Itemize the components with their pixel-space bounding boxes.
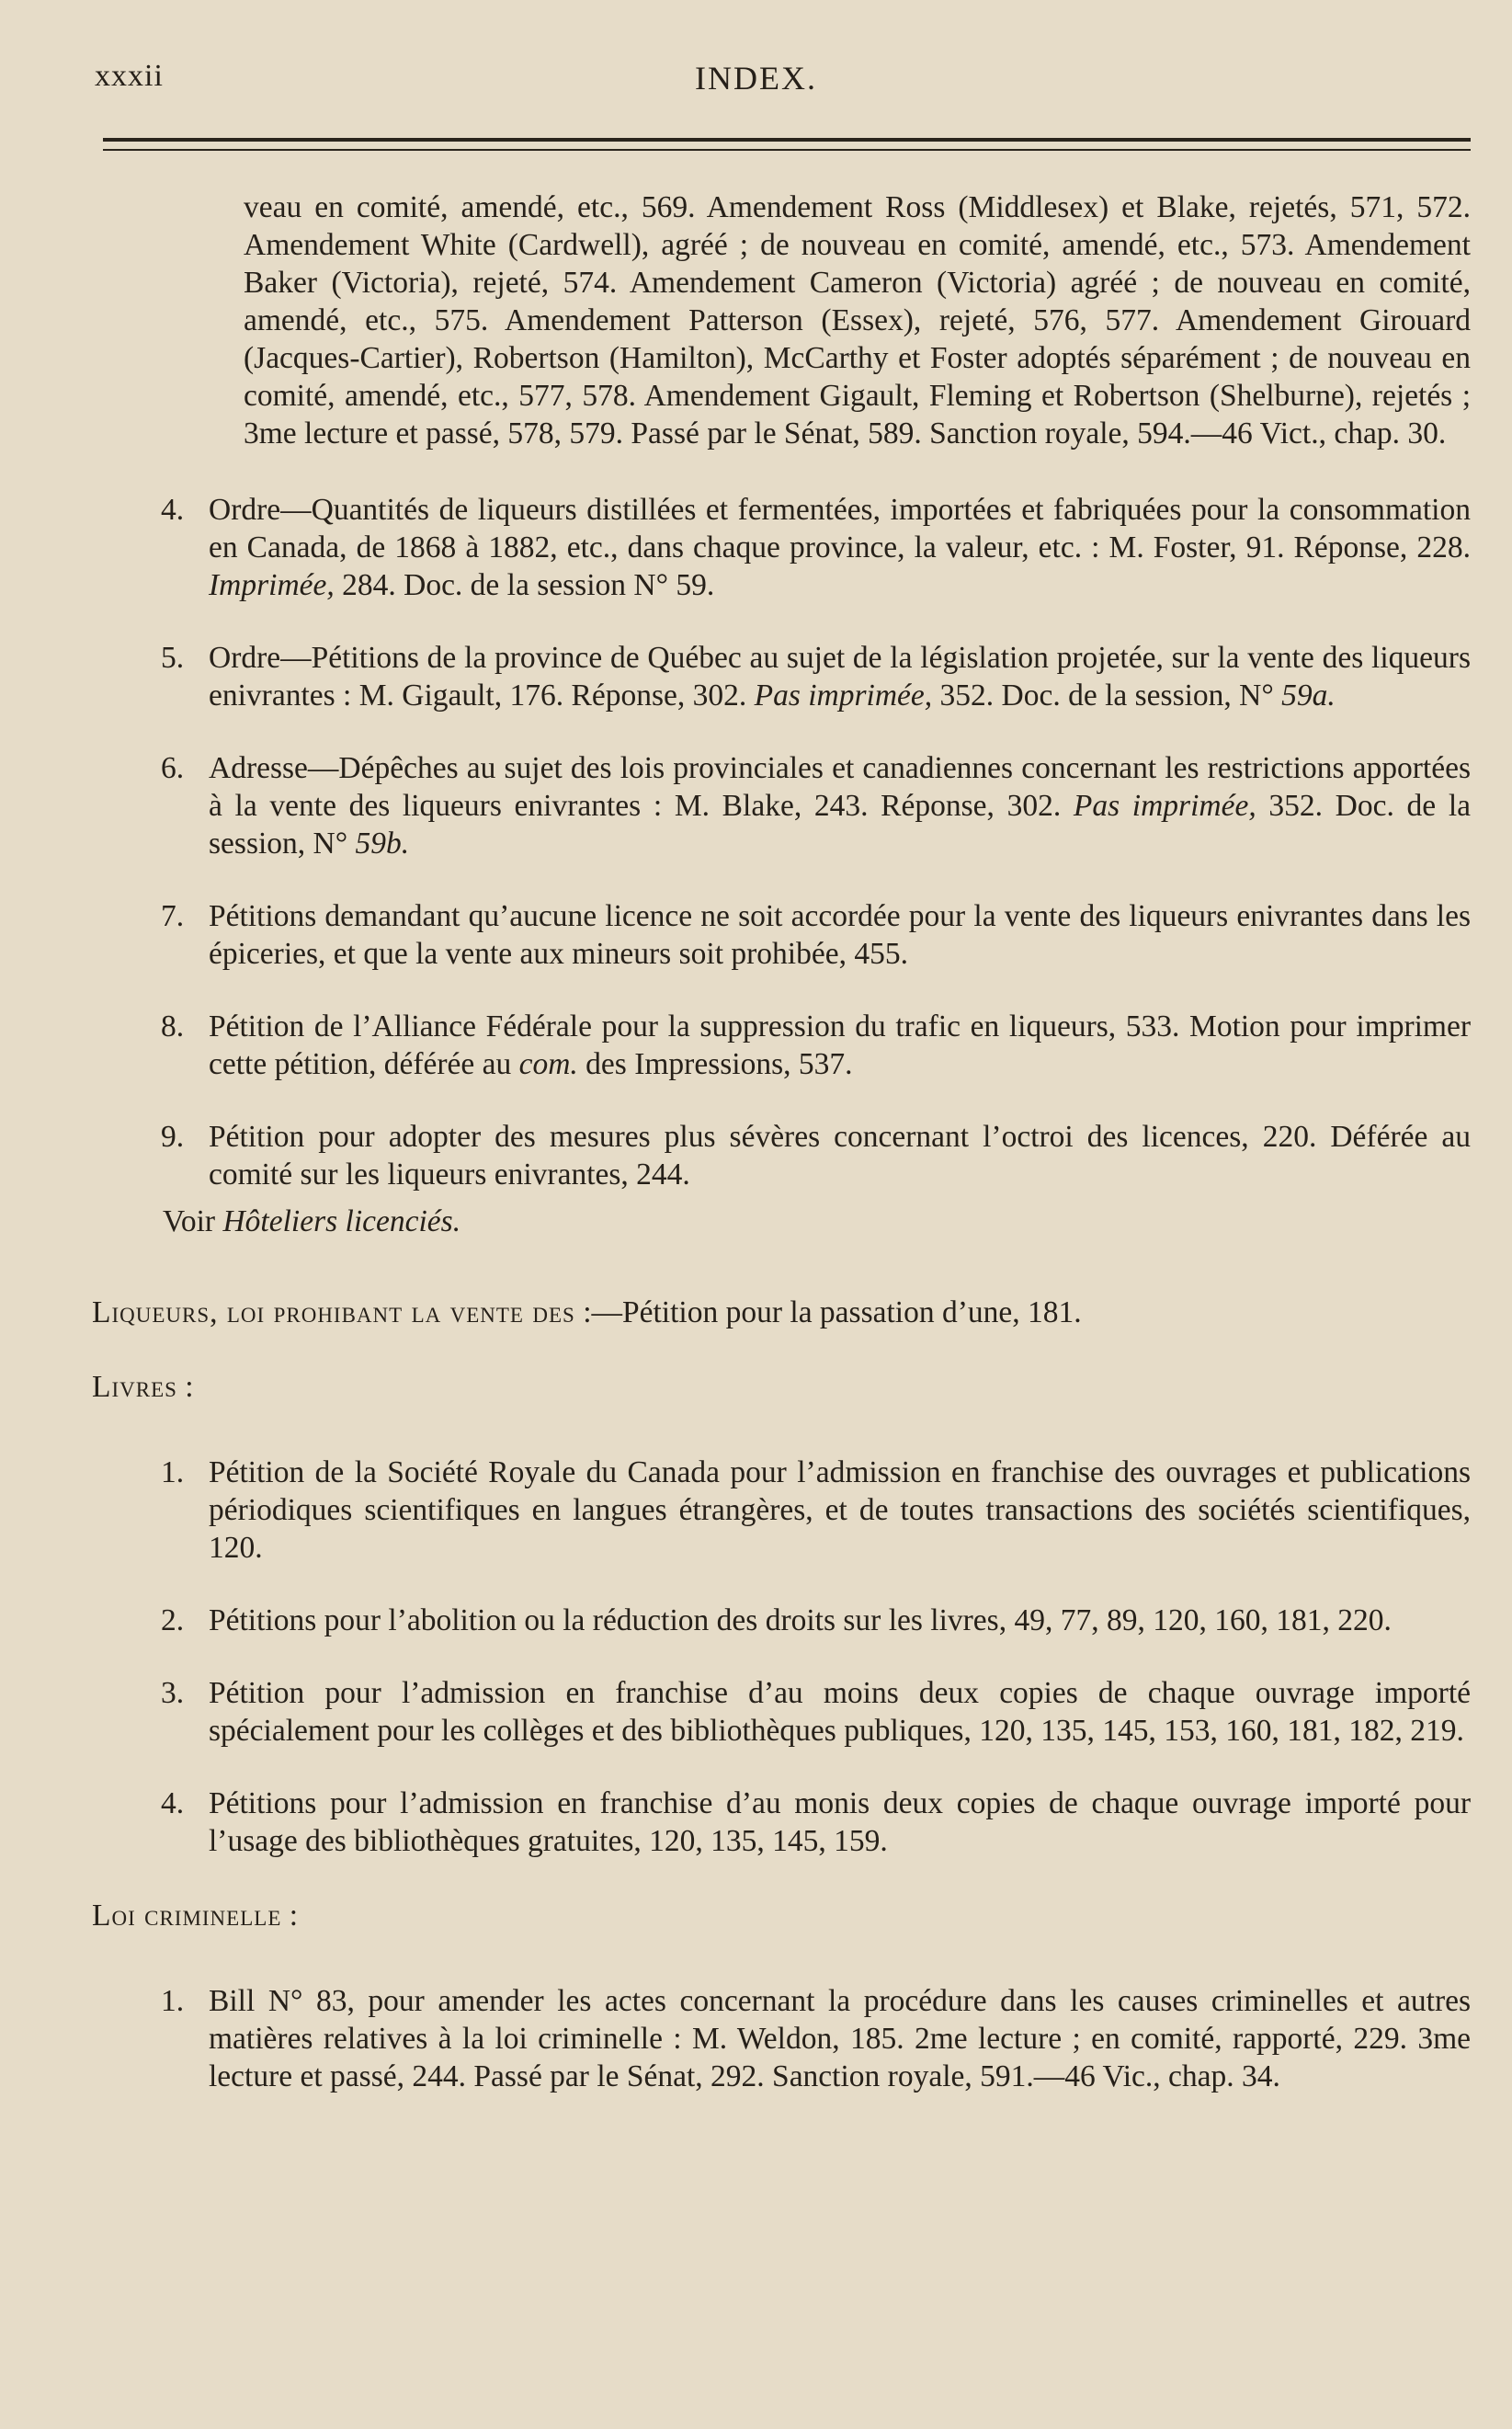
item-number: 5. (161, 641, 185, 675)
item-number: 7. (161, 899, 185, 933)
item-text: Adresse—Dépêches au sujet des lois provinciales et canadiennes concernant les restrictions apportées à la vente des liqueurs enivrantes : M. Blake, 243. Réponse, 302. Pas imprimée, 352. Doc. de la session, N° 59b. (209, 751, 1471, 861)
list-item (161, 491, 1471, 604)
page-number: xxxii (95, 59, 164, 93)
list-item (161, 1674, 1471, 1750)
list-item (161, 1785, 1471, 1860)
item-text: Pétition de la Société Royale du Canada pour l’admission en franchise des ouvrages et publications périodiques scientifiques en langues étrangères, et de toutes transactions des sociétés scientifiques, 120. (209, 1455, 1471, 1565)
list-item (161, 1602, 1471, 1639)
see-also: Voir Hôteliers licenciés. (163, 1204, 461, 1238)
item-number: 1. (161, 1984, 185, 2018)
running-head: INDEX. (695, 60, 817, 97)
list-item (161, 1982, 1471, 2095)
continued-entry: veau en comité, amendé, etc., 569. Amendement Ross (Middlesex) et Blake, rejetés, 571, 572. Amendement White (Cardwell), agréé ; de nouveau en comité, amendé, etc., 573. Amendement Baker (Victoria), rejeté, 574. Amendement Cameron (Victoria) agréé ; de nouveau en comité, amendé, etc., 575. Amendement Patterson (Essex), rejeté, 576, 577. Amendement Girouard (Jacques-Cartier), Robertson (Hamilton), McCarthy et Foster adoptés séparément ; de nouveau en comité, amendé, etc., 577, 578. Amendement Gigault, Fleming et Robertson (Shelburne), rejetés ; 3me lecture et passé, 578, 579. Passé par le Sénat, 589. Sanction royale, 594.—46 Vict., chap. 30. (244, 190, 1471, 450)
item-number: 3. (161, 1676, 185, 1710)
item-text: Pétitions pour l’abolition ou la réduction des droits sur les livres, 49, 77, 89, 120, 160, 181, 220. (209, 1603, 1392, 1637)
item-text: Pétition pour adopter des mesures plus sévères concernant l’octroi des licences, 220. Déférée au comité sur les liqueurs enivrantes, 244. (209, 1120, 1471, 1192)
item-number: 4. (161, 493, 185, 527)
item-text: Ordre—Quantités de liqueurs distillées et fermentées, importées et fabriquées pour la consommation en Canada, de 1868 à 1882, etc., dans chaque province, la valeur, etc. : M. Foster, 91. Réponse, 228. Imprimée, 284. Doc. de la session N° 59. (209, 493, 1471, 602)
item-text: Ordre—Pétitions de la province de Québec au sujet de la législation projetée, sur la vente des liqueurs enivrantes : M. Gigault, 176. Réponse, 302. Pas imprimée, 352. Doc. de la session, N° 59a. (209, 641, 1471, 713)
item-number: 1. (161, 1455, 185, 1489)
item-text: Pétitions pour l’admission en franchise d’au monis deux copies de chaque ouvrage importé pour l’usage des bibliothèques gratuites, 120, 135, 145, 159. (209, 1786, 1471, 1858)
header-rule-thick (103, 138, 1471, 142)
item-number: 2. (161, 1603, 185, 1637)
entry-liqueurs-loi: Liqueurs, loi prohibant la vente des :—Pétition pour la passation d’une, 181. (92, 1295, 1082, 1329)
list-item (161, 1008, 1471, 1083)
item-number: 9. (161, 1120, 185, 1154)
header-rule-thin (103, 149, 1471, 151)
list-item (161, 1118, 1471, 1193)
item-number: 4. (161, 1786, 185, 1820)
item-text: Pétition de l’Alliance Fédérale pour la suppression du trafic en liqueurs, 533. Motion pour imprimer cette pétition, déférée au com. des Impressions, 537. (209, 1009, 1471, 1081)
entry-livres: Livres : (92, 1370, 194, 1404)
entry-headword: Loi criminelle (92, 1899, 282, 1933)
entry-headword: Livres (92, 1370, 177, 1404)
item-number: 8. (161, 1009, 185, 1043)
list-item (161, 639, 1471, 714)
entry-headword: Liqueurs, loi prohibant la vente des (92, 1295, 575, 1329)
list-item (161, 897, 1471, 973)
item-number: 6. (161, 751, 185, 785)
list-item (161, 1454, 1471, 1567)
list-item (161, 749, 1471, 862)
item-text: Pétitions demandant qu’aucune licence ne soit accordée pour la vente des liqueurs enivrantes dans les épiceries, et que la vente aux mineurs soit prohibée, 455. (209, 899, 1471, 971)
index-content (92, 188, 1471, 2130)
item-text: Pétition pour l’admission en franchise d’au moins deux copies de chaque ouvrage importé spécialement pour les collèges et des bibliothèques publiques, 120, 135, 145, 153, 160, 181, 182, 219. (209, 1676, 1471, 1748)
entry-loi-criminelle: Loi criminelle : (92, 1899, 299, 1933)
item-text: Bill N° 83, pour amender les actes concernant la procédure dans les causes criminelles et autres matières relatives à la loi criminelle : M. Weldon, 185. 2me lecture ; en comité, rapporté, 229. 3me lecture et passé, 244. Passé par le Sénat, 292. Sanction royale, 591.—46 Vic., chap. 34. (209, 1984, 1471, 2093)
